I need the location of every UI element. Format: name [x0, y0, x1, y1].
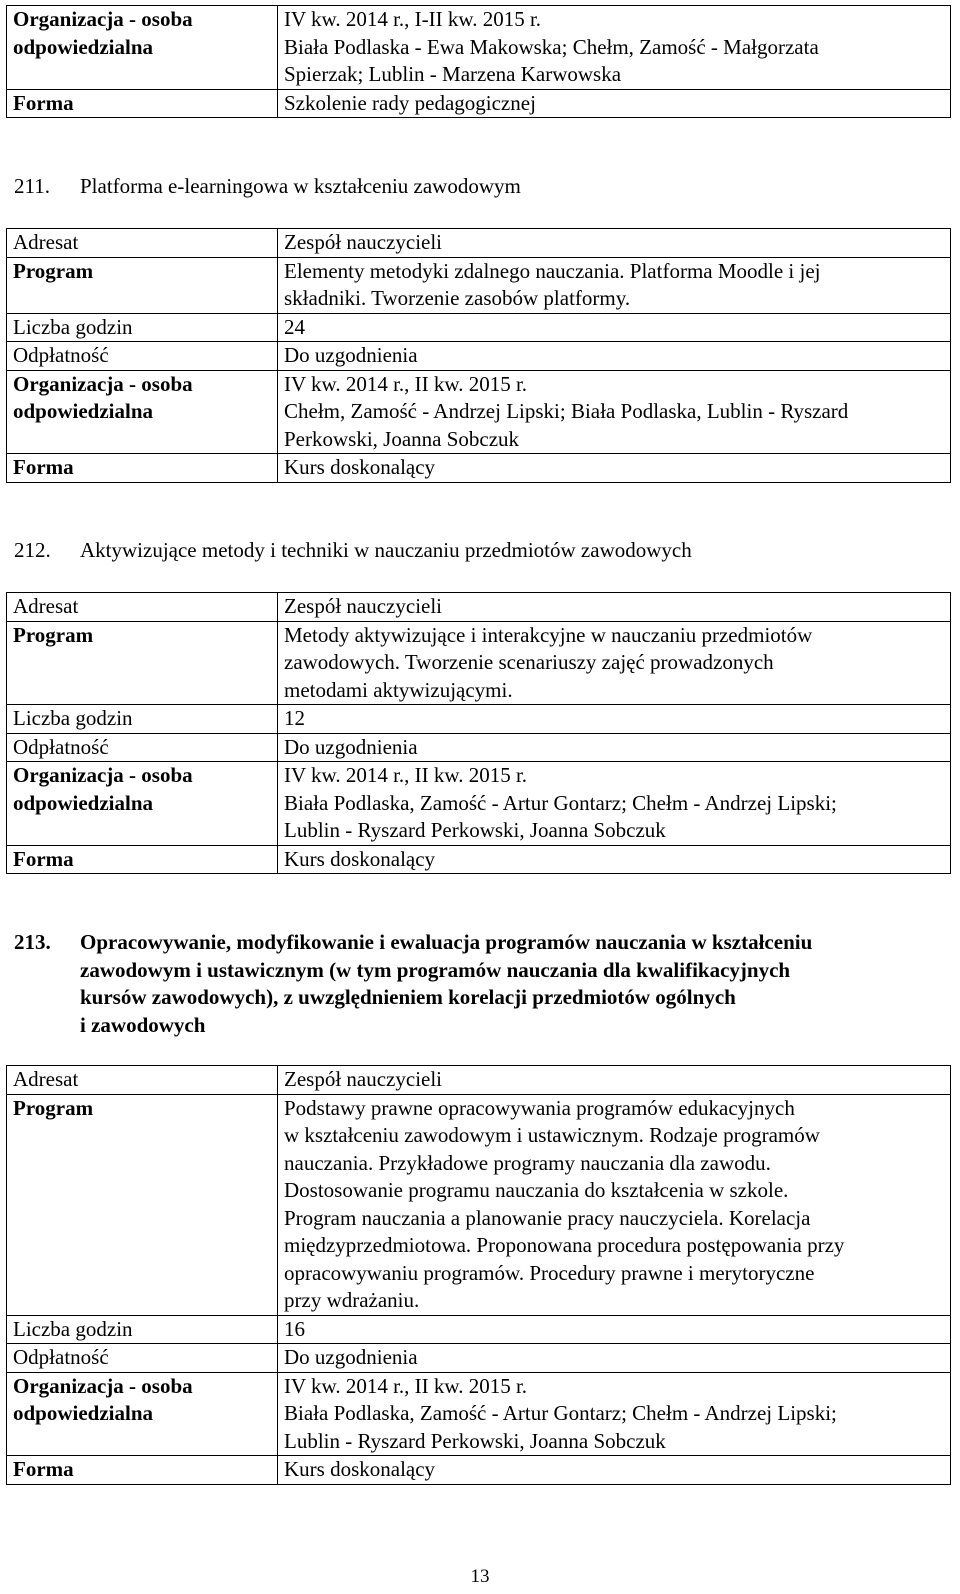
- label-liczba-godzin: Liczba godzin: [7, 1315, 278, 1344]
- row-liczba-godzin: [7, 1315, 951, 1344]
- label-adresat: Adresat: [7, 1066, 278, 1095]
- label-odplatnosc: Odpłatność: [7, 1344, 278, 1373]
- row-odplatnosc: [7, 342, 951, 371]
- value-program: Podstawy prawne opracowywania programów edukacyjnych w kształceniu zawodowym i ustawicznym. Rodzaje programów nauczania. Przykładowe programy nauczania dla zawodu. Dostosowanie programu nauczania do kształcenia w szkole. Program nauczania a planowanie pracy nauczyciela. Korelacja międzyprzedmiotowa. Proponowana procedura postępowania przy opracowywaniu programów. Procedury prawne i merytoryczne przy wdrażaniu.: [278, 1094, 951, 1315]
- course-table-continued: [6, 5, 951, 118]
- label-forma: Forma: [7, 89, 278, 118]
- label-organizacja: Organizacja - osoba odpowiedzialna: [7, 6, 278, 90]
- page-number: 13: [470, 1566, 490, 1587]
- course-heading-213: [14, 929, 944, 1039]
- row-adresat: [7, 593, 951, 622]
- label-organizacja: Organizacja - osoba odpowiedzialna: [7, 1372, 278, 1456]
- value-liczba-godzin: 16: [278, 1315, 951, 1344]
- row-odplatnosc: [7, 1344, 951, 1373]
- course-table-212: [6, 592, 951, 874]
- label-adresat: Adresat: [7, 229, 278, 258]
- label-program: Program: [7, 257, 278, 313]
- label-program: Program: [7, 621, 278, 705]
- value-odplatnosc: Do uzgodnienia: [278, 733, 951, 762]
- label-liczba-godzin: Liczba godzin: [7, 705, 278, 734]
- row-program: [7, 621, 951, 705]
- value-program: Elementy metodyki zdalnego nauczania. Platforma Moodle i jej składniki. Tworzenie zasobów platformy.: [278, 257, 951, 313]
- row-program: [7, 257, 951, 313]
- row-odplatnosc: [7, 733, 951, 762]
- label-organizacja: Organizacja - osoba odpowiedzialna: [7, 762, 278, 846]
- course-title-line-1: Opracowywanie, modyfikowanie i ewaluacja programów nauczania w kształceniu: [80, 930, 813, 954]
- row-forma: [7, 454, 951, 483]
- label-liczba-godzin: Liczba godzin: [7, 313, 278, 342]
- value-organizacja: IV kw. 2014 r., II kw. 2015 r. Biała Podlaska, Zamość - Artur Gontarz; Chełm - Andrzej Lipski; Lublin - Ryszard Perkowski, Joanna Sobczuk: [278, 1372, 951, 1456]
- value-forma: Kurs doskonalący: [278, 1456, 951, 1485]
- course-number: 213.: [14, 930, 51, 954]
- row-forma: [7, 89, 951, 118]
- value-adresat: Zespół nauczycieli: [278, 593, 951, 622]
- row-organizacja: [7, 1372, 951, 1456]
- label-program: Program: [7, 1094, 278, 1315]
- value-forma: Szkolenie rady pedagogicznej: [278, 89, 951, 118]
- row-liczba-godzin: [7, 705, 951, 734]
- value-adresat: Zespół nauczycieli: [278, 1066, 951, 1095]
- value-liczba-godzin: 12: [278, 705, 951, 734]
- course-heading-212: [14, 537, 944, 565]
- row-adresat: [7, 229, 951, 258]
- course-title: Platforma e-learningowa w kształceniu zawodowym: [80, 174, 521, 198]
- value-odplatnosc: Do uzgodnienia: [278, 1344, 951, 1373]
- course-heading-211: [14, 173, 944, 201]
- value-organizacja: IV kw. 2014 r., II kw. 2015 r. Chełm, Zamość - Andrzej Lipski; Biała Podlaska, Lublin - Ryszard Perkowski, Joanna Sobczuk: [278, 370, 951, 454]
- course-title-line-2: zawodowym i ustawicznym (w tym programów nauczania dla kwalifikacyjnych: [80, 957, 791, 982]
- value-liczba-godzin: 24: [278, 313, 951, 342]
- row-organizacja: [7, 370, 951, 454]
- label-organizacja: Organizacja - osoba odpowiedzialna: [7, 370, 278, 454]
- row-organizacja: [7, 762, 951, 846]
- label-odplatnosc: Odpłatność: [7, 733, 278, 762]
- row-program: [7, 1094, 951, 1315]
- value-organizacja: IV kw. 2014 r., II kw. 2015 r. Biała Podlaska, Zamość - Artur Gontarz; Chełm - Andrzej Lipski; Lublin - Ryszard Perkowski, Joanna Sobczuk: [278, 762, 951, 846]
- course-number: 212.: [14, 538, 51, 562]
- value-adresat: Zespół nauczycieli: [278, 229, 951, 258]
- course-table-211: [6, 228, 951, 483]
- course-title-line-4: i zawodowych: [80, 1012, 206, 1037]
- row-forma: [7, 1456, 951, 1485]
- value-odplatnosc: Do uzgodnienia: [278, 342, 951, 371]
- course-table-213: [6, 1065, 951, 1485]
- label-odplatnosc: Odpłatność: [7, 342, 278, 371]
- course-title-line-3: kursów zawodowych), z uwzględnieniem korelacji przedmiotów ogólnych: [80, 985, 736, 1009]
- row-forma: [7, 845, 951, 874]
- value-program: Metody aktywizujące i interakcyjne w nauczaniu przedmiotów zawodowych. Tworzenie scenariuszy zajęć prowadzonych metodami aktywizującymi.: [278, 621, 951, 705]
- row-liczba-godzin: [7, 313, 951, 342]
- value-forma: Kurs doskonalący: [278, 454, 951, 483]
- label-forma: Forma: [7, 454, 278, 483]
- label-forma: Forma: [7, 1456, 278, 1485]
- value-forma: Kurs doskonalący: [278, 845, 951, 874]
- value-organizacja: IV kw. 2014 r., I-II kw. 2015 r. Biała Podlaska - Ewa Makowska; Chełm, Zamość - Małgorzata Spierzak; Lublin - Marzena Karwowska: [278, 6, 951, 90]
- row-adresat: [7, 1066, 951, 1095]
- course-number: 211.: [14, 174, 50, 198]
- course-title: Aktywizujące metody i techniki w nauczaniu przedmiotów zawodowych: [80, 538, 692, 562]
- label-forma: Forma: [7, 845, 278, 874]
- row-organizacja: [7, 6, 951, 90]
- label-adresat: Adresat: [7, 593, 278, 622]
